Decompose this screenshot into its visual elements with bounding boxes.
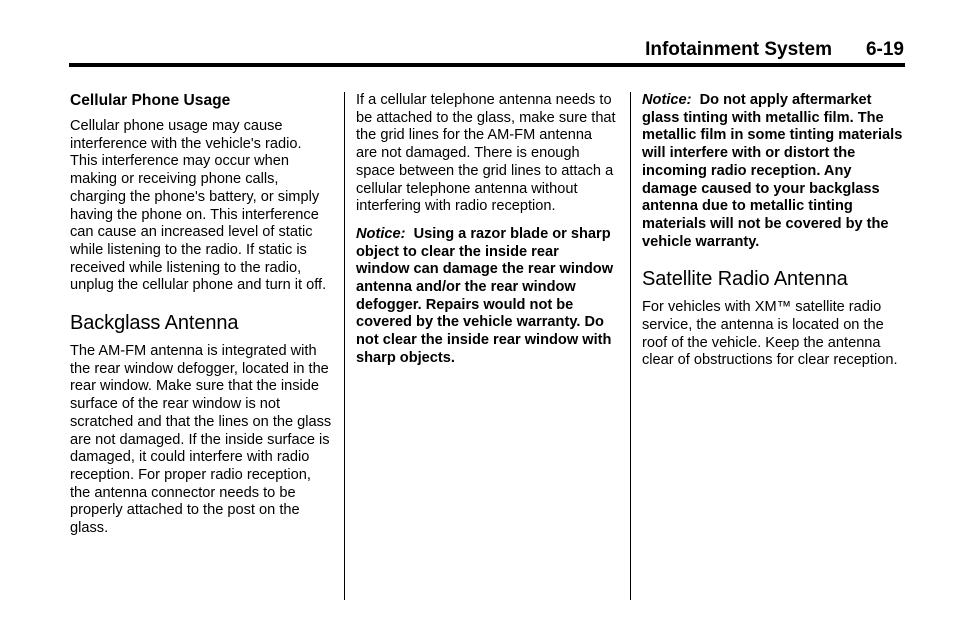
column-2	[356, 92, 616, 368]
page-header	[645, 38, 904, 62]
heading-satellite-radio-antenna: Satellite Radio Antenna	[642, 268, 848, 291]
paragraph-satellite-antenna: For vehicles with XM™ satellite radio service, the antenna is located on the roof of the vehicle. Keep the antenna clear of obstructions for clear reception.	[642, 299, 898, 369]
column-divider-2	[630, 92, 631, 600]
notice-razor-blade	[356, 226, 616, 368]
notice-text: Using a razor blade or sharp object to clear the inside rear window can damage the rear window antenna and/or the rear window defogger. Repairs would not be covered by the vehicle warranty. Do not clear the inside rear window with sharp objects.	[356, 225, 614, 366]
column-3	[642, 92, 904, 370]
column-divider-1	[344, 92, 345, 600]
heading-cellular-phone-usage: Cellular Phone Usage	[70, 92, 231, 109]
notice-label: Notice:	[642, 92, 692, 108]
notice-text: Do not apply aftermarket glass tinting with metallic film. The metallic film in some tinting materials will interfere with or distort the incoming radio reception. Any damage caused to your backglass antenna due to metallic tinting materials will not be covered by the vehicle warranty.	[642, 92, 903, 250]
paragraph-backglass-antenna: The AM-FM antenna is integrated with the rear window defogger, located in the rear window. Make sure that the inside surface of the rear window is not scratched and that the lines on the glass are not damaged. If the inside surface is damaged, it could interfere with radio reception. For proper radio reception, the antenna connector needs to be properly attached to the post on the glass.	[70, 343, 332, 537]
page-number: 6-19	[865, 39, 904, 60]
header-rule	[69, 63, 905, 67]
column-1	[70, 92, 332, 538]
notice-label: Notice:	[356, 225, 406, 242]
paragraph-cellular-antenna: If a cellular telephone antenna needs to be attached to the glass, make sure that the grid lines for the AM-FM antenna are not damaged. There is enough space between the grid lines to attach a cellular telephone antenna without interfering with radio reception.	[356, 92, 616, 215]
heading-backglass-antenna: Backglass Antenna	[70, 312, 239, 335]
section-title: Infotainment System	[645, 39, 832, 60]
paragraph-cellular-usage: Cellular phone usage may cause interference with the vehicle's radio. This interference may occur when making or receiving phone calls, charging the phone's battery, or simply having the phone on. This interference can cause an increased level of static while listening to the radio. If static is received while listening to the radio, unplug the cellular phone and turn it off.	[70, 118, 327, 294]
notice-tinting	[642, 92, 904, 251]
